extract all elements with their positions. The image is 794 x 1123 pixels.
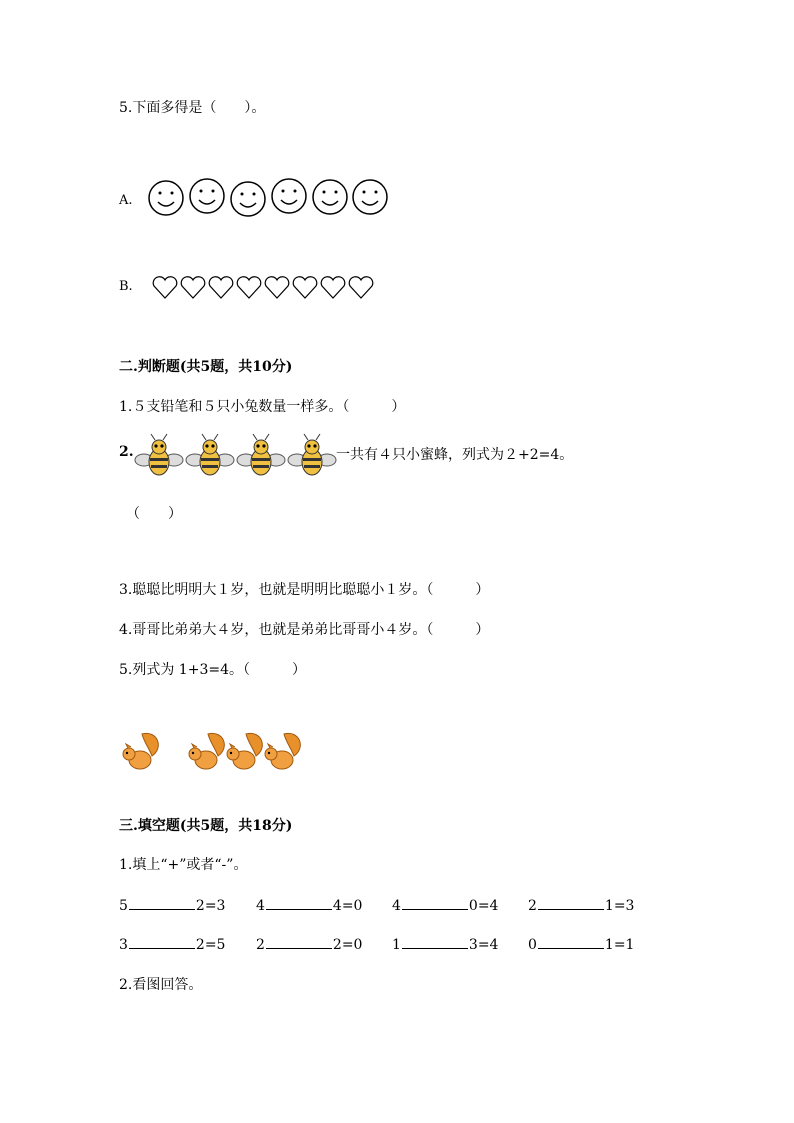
- heart-icon: [209, 277, 233, 298]
- squirrel-icon: [227, 733, 262, 769]
- judge-item-3: 3.聪聪比明明大１岁，也就是明明比聪聪小１岁。（ ）: [119, 582, 490, 598]
- option-a-label: A.: [119, 193, 133, 208]
- equation: 3 2=5: [119, 934, 225, 953]
- judge-item-1: 1.５支铅笔和５只小兔数量一样多。（ ）: [119, 399, 406, 415]
- answer-blank[interactable]: [266, 934, 332, 949]
- fill-question-2: 2.看图回答。: [119, 977, 203, 993]
- judge-item-2-text: 一共有４只小蜜蜂，列式为２+2=4。: [336, 447, 574, 463]
- equation: 1 3=4: [392, 934, 498, 953]
- bee-icon: [237, 434, 285, 475]
- heart-icon: [321, 277, 345, 298]
- answer-blank[interactable]: [129, 895, 195, 910]
- bee-icon: [288, 434, 336, 475]
- answer-blank[interactable]: [538, 895, 604, 910]
- heart-icon: [265, 277, 289, 298]
- fill-question-1: 1.填上“+”或者“-”。: [119, 857, 248, 873]
- smiley-icon: [353, 180, 387, 214]
- squirrels-group: [120, 730, 310, 776]
- answer-blank[interactable]: [266, 895, 332, 910]
- heart-icon: [293, 277, 317, 298]
- hearts-group: [151, 274, 379, 302]
- judge-item-2-paren: （ ）: [126, 506, 182, 522]
- equation: 5 2=3: [119, 895, 225, 914]
- bees-group: [134, 432, 340, 482]
- question-5-stem: 5.下面多得是（ ）。: [119, 100, 266, 116]
- equation: 4 0=4: [392, 895, 498, 914]
- judge-item-2-number: 2.: [119, 444, 134, 460]
- answer-blank[interactable]: [129, 934, 195, 949]
- judge-item-4: 4.哥哥比弟弟大４岁，也就是弟弟比哥哥小４岁。（ ）: [119, 622, 490, 638]
- equation: 4 4=0: [256, 895, 362, 914]
- smiley-icon: [313, 180, 347, 214]
- bee-icon: [135, 434, 183, 475]
- smiley-icon: [149, 181, 183, 215]
- smiley-icon: [272, 179, 306, 213]
- smiley-icon: [190, 179, 224, 213]
- smiley-icon: [231, 182, 265, 216]
- answer-blank[interactable]: [402, 934, 468, 949]
- bee-icon: [186, 434, 234, 475]
- heart-icon: [237, 277, 261, 298]
- squirrel-icon: [265, 733, 300, 769]
- judge-item-5: 5.列式为 1+3=4。（ ）: [119, 662, 306, 678]
- section-3-title: 三.填空题(共5题，共18分): [119, 818, 293, 834]
- equation: 2 2=0: [256, 934, 362, 953]
- heart-icon: [153, 277, 177, 298]
- smiley-faces-group: [148, 177, 390, 219]
- section-2-title: 二.判断题(共5题，共10分): [119, 359, 293, 375]
- option-b-label: B.: [119, 279, 133, 294]
- equation: 2 1=3: [528, 895, 634, 914]
- squirrel-icon: [123, 733, 158, 769]
- answer-blank[interactable]: [538, 934, 604, 949]
- heart-icon: [349, 277, 373, 298]
- equation: 0 1=1: [528, 934, 634, 953]
- squirrel-icon: [189, 733, 224, 769]
- answer-blank[interactable]: [402, 895, 468, 910]
- heart-icon: [181, 277, 205, 298]
